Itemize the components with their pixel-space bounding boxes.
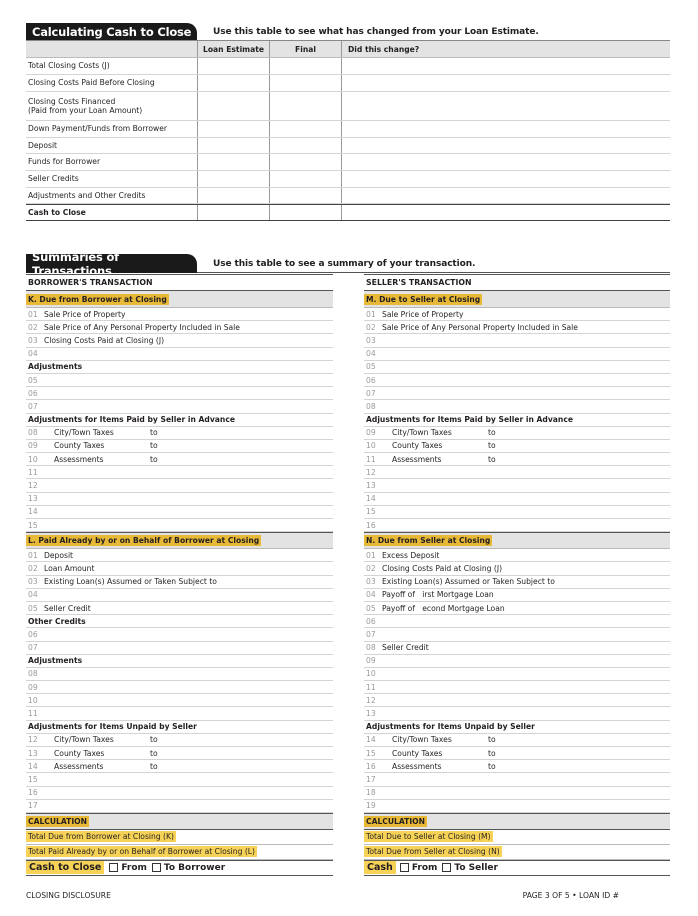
line-item	[364, 589, 670, 602]
line-number: 09	[366, 428, 376, 438]
line-item	[364, 519, 670, 532]
line-label: Deposit	[44, 550, 74, 560]
line-item	[26, 519, 333, 532]
line-label: Seller Credit	[44, 603, 91, 613]
subsection-heading: Adjustments for Items Paid by Seller in Advance	[364, 414, 670, 427]
line-item	[26, 549, 333, 562]
line-number: 10	[366, 669, 376, 679]
line-number: 11	[366, 454, 376, 464]
row-label: Cash to Close	[28, 207, 86, 217]
line-number: 17	[366, 774, 376, 784]
line-item	[26, 493, 333, 506]
table-row	[26, 154, 670, 171]
line-item	[26, 348, 333, 361]
row-label: Closing Costs Paid Before Closing	[28, 78, 155, 88]
borrower-transaction	[26, 274, 333, 876]
line-number: 14	[366, 494, 376, 504]
line-label: Payoff of econd Mortgage Loan	[382, 603, 505, 613]
header-did-this-change: Did this change?	[341, 41, 670, 57]
line-item	[364, 655, 670, 668]
line-item	[26, 589, 333, 602]
line-item	[364, 453, 670, 466]
line-number: 14	[28, 507, 38, 517]
cash-row	[364, 860, 670, 876]
cash-to-close-row	[26, 860, 333, 876]
line-number: 12	[366, 467, 376, 477]
line-item	[364, 615, 670, 628]
line-item	[364, 602, 670, 615]
final-cell[interactable]	[269, 154, 341, 170]
calc-label: Total Paid Already by or on Behalf of Borrower at Closing (L)	[28, 847, 255, 857]
line-number: 05	[366, 603, 376, 613]
calculation-title: CALCULATION	[366, 816, 425, 826]
borrower-heading: BORROWER'S TRANSACTION	[26, 274, 333, 291]
line-item	[26, 321, 333, 334]
line-to-label: to	[150, 441, 158, 451]
section-m-lines	[364, 308, 670, 532]
line-number: 04	[28, 590, 38, 600]
line-item	[26, 400, 333, 413]
summaries-description: Use this table to see a summary of your transaction.	[213, 259, 476, 269]
section-title-summaries: Summaries of Transactions	[26, 254, 197, 273]
line-number: 13	[28, 748, 38, 758]
line-number: 10	[28, 695, 38, 705]
line-to-label: to	[150, 428, 158, 438]
section-n-header	[364, 532, 670, 549]
line-label: City/Town Taxes	[54, 428, 114, 438]
line-item	[364, 387, 670, 400]
line-item	[26, 787, 333, 800]
loan-estimate-cell[interactable]	[197, 58, 269, 74]
cash-to-close-table	[26, 40, 670, 221]
change-cell[interactable]	[341, 92, 670, 120]
line-item	[26, 453, 333, 466]
line-item	[26, 642, 333, 655]
line-item	[364, 787, 670, 800]
row-label: Seller Credits	[28, 174, 79, 184]
line-item	[364, 628, 670, 641]
line-item	[26, 440, 333, 453]
line-number: 04	[28, 349, 38, 359]
line-number: 01	[28, 550, 38, 560]
line-item	[364, 694, 670, 707]
line-number: 08	[366, 401, 376, 411]
table-header-row	[26, 40, 670, 58]
subsection-heading: Adjustments for Items Unpaid by Seller	[364, 721, 670, 734]
line-number: 13	[28, 494, 38, 504]
line-number: 15	[28, 774, 38, 784]
line-item	[26, 773, 333, 786]
line-number: 01	[28, 309, 38, 319]
table-row	[26, 138, 670, 154]
section-n-lines	[364, 549, 670, 813]
line-number: 02	[366, 563, 376, 573]
line-to-label: to	[488, 748, 496, 758]
line-label: Assessments	[392, 761, 442, 771]
line-item	[364, 734, 670, 747]
from-label: From	[121, 862, 147, 873]
line-to-label: to	[150, 735, 158, 745]
loan-estimate-cell[interactable]	[197, 92, 269, 120]
line-number: 16	[28, 788, 38, 798]
section-k-header	[26, 291, 333, 308]
line-item	[364, 562, 670, 575]
line-label: County Taxes	[54, 441, 105, 451]
table-row	[26, 188, 670, 204]
line-item	[364, 681, 670, 694]
line-number: 04	[366, 590, 376, 600]
line-number: 17	[28, 801, 38, 811]
line-item	[26, 694, 333, 707]
line-label: County Taxes	[392, 441, 443, 451]
final-cell[interactable]	[269, 205, 341, 220]
line-number: 15	[366, 748, 376, 758]
line-item	[364, 800, 670, 813]
change-cell[interactable]	[341, 188, 670, 203]
divider	[197, 272, 670, 273]
line-item	[364, 493, 670, 506]
line-number: 13	[366, 709, 376, 719]
final-cell[interactable]	[269, 171, 341, 187]
table-row	[26, 121, 670, 138]
calc-row-total-n	[364, 845, 670, 860]
line-number: 07	[28, 643, 38, 653]
line-to-label: to	[488, 428, 496, 438]
line-number: 05	[28, 603, 38, 613]
line-number: 03	[28, 577, 38, 587]
change-cell[interactable]	[341, 205, 670, 220]
change-cell[interactable]	[341, 58, 670, 74]
row-label	[26, 92, 197, 120]
line-number: 12	[28, 481, 38, 491]
to-seller-checkbox[interactable]	[442, 863, 451, 872]
loan-estimate-cell[interactable]	[197, 171, 269, 187]
table-row	[26, 58, 670, 75]
section-m-header	[364, 291, 670, 308]
line-item	[364, 334, 670, 347]
line-item	[364, 374, 670, 387]
line-item	[364, 466, 670, 479]
cash-to-close-description: Use this table to see what has changed from your Loan Estimate.	[213, 27, 539, 37]
line-label: Payoff of irst Mortgage Loan	[382, 590, 494, 600]
change-cell[interactable]	[341, 121, 670, 137]
line-number: 14	[28, 761, 38, 771]
final-cell[interactable]	[269, 92, 341, 120]
line-label: Assessments	[392, 454, 442, 464]
line-number: 08	[366, 643, 376, 653]
line-number: 15	[28, 520, 38, 530]
line-number: 11	[28, 467, 38, 477]
change-cell[interactable]	[341, 154, 670, 170]
line-number: 14	[366, 735, 376, 745]
line-item	[364, 506, 670, 519]
line-number: 12	[28, 735, 38, 745]
loan-estimate-cell[interactable]	[197, 138, 269, 153]
line-number: 07	[366, 629, 376, 639]
row-label-line2: (Paid from your Loan Amount)	[28, 106, 143, 115]
table-row	[26, 171, 670, 188]
cash-to-close-label: Cash to Close	[26, 861, 104, 874]
line-label: Closing Costs Paid at Closing (J)	[382, 563, 503, 573]
line-number: 06	[366, 616, 376, 626]
line-item	[26, 707, 333, 720]
line-item	[364, 576, 670, 589]
line-number: 07	[28, 401, 38, 411]
line-number: 03	[366, 577, 376, 587]
loan-estimate-cell[interactable]	[197, 154, 269, 170]
line-number: 09	[28, 441, 38, 451]
line-item	[26, 334, 333, 347]
from-checkbox[interactable]	[400, 863, 409, 872]
line-label: Excess Deposit	[382, 550, 440, 560]
line-item	[26, 747, 333, 760]
final-cell[interactable]	[269, 75, 341, 91]
line-number: 06	[28, 388, 38, 398]
table-row	[26, 75, 670, 92]
table-row-total	[26, 204, 670, 221]
line-number: 08	[28, 669, 38, 679]
calc-row-total-l	[26, 845, 333, 860]
line-number: 08	[28, 428, 38, 438]
line-number: 09	[28, 682, 38, 692]
calculation-header	[26, 813, 333, 830]
line-item	[26, 602, 333, 615]
line-number: 11	[28, 709, 38, 719]
cash-label: Cash	[364, 861, 396, 874]
line-item	[26, 427, 333, 440]
section-m-title: M. Due to Seller at Closing	[366, 294, 481, 304]
line-number: 04	[366, 349, 376, 359]
line-item	[364, 308, 670, 321]
subsection-heading: Adjustments	[26, 361, 333, 374]
line-item	[364, 642, 670, 655]
line-number: 16	[366, 761, 376, 771]
line-item	[26, 506, 333, 519]
line-item	[26, 734, 333, 747]
line-item	[364, 400, 670, 413]
line-number: 05	[366, 362, 376, 372]
line-label: City/Town Taxes	[392, 428, 452, 438]
line-label: County Taxes	[54, 748, 105, 758]
line-label: Assessments	[54, 761, 104, 771]
calculation-title: CALCULATION	[28, 816, 87, 826]
line-label: Existing Loan(s) Assumed or Taken Subject to	[44, 577, 217, 587]
section-n-title: N. Due from Seller at Closing	[366, 536, 491, 546]
line-item	[364, 440, 670, 453]
line-number: 09	[366, 656, 376, 666]
line-number: 07	[366, 388, 376, 398]
change-cell[interactable]	[341, 171, 670, 187]
seller-heading: SELLER'S TRANSACTION	[364, 274, 670, 291]
line-number: 03	[366, 335, 376, 345]
line-number: 02	[28, 563, 38, 573]
to-borrower-label: To Borrower	[163, 862, 226, 873]
line-label: Sale Price of Any Personal Property Included in Sale	[44, 322, 240, 332]
line-item	[364, 549, 670, 562]
change-cell[interactable]	[341, 138, 670, 153]
footer-left: CLOSING DISCLOSURE	[26, 891, 111, 900]
loan-estimate-cell[interactable]	[197, 188, 269, 203]
row-label: Funds for Borrower	[28, 157, 101, 167]
line-to-label: to	[488, 454, 496, 464]
from-label: From	[411, 862, 438, 873]
line-item	[26, 668, 333, 681]
line-item	[26, 628, 333, 641]
calc-label: Total Due from Seller at Closing (N)	[366, 847, 500, 857]
line-item	[364, 760, 670, 773]
line-item	[364, 773, 670, 786]
line-number: 05	[28, 375, 38, 385]
subsection-heading: Adjustments	[26, 655, 333, 668]
line-number: 16	[366, 520, 376, 530]
line-to-label: to	[488, 761, 496, 771]
line-number: 15	[366, 507, 376, 517]
line-item	[26, 800, 333, 813]
subsection-heading: Adjustments for Items Unpaid by Seller	[26, 721, 333, 734]
line-label: City/Town Taxes	[392, 735, 452, 745]
line-number: 11	[366, 682, 376, 692]
final-cell[interactable]	[269, 138, 341, 153]
final-cell[interactable]	[269, 58, 341, 74]
line-label: City/Town Taxes	[54, 735, 114, 745]
line-number: 02	[28, 322, 38, 332]
header-final: Final	[269, 41, 341, 57]
line-label: Sale Price of Any Personal Property Included in Sale	[382, 322, 578, 332]
line-to-label: to	[488, 441, 496, 451]
line-item	[364, 747, 670, 760]
line-label: Sale Price of Property	[382, 309, 464, 319]
line-item	[26, 562, 333, 575]
line-label: Loan Amount	[44, 563, 95, 573]
line-item	[364, 427, 670, 440]
line-to-label: to	[150, 454, 158, 464]
seller-transaction	[364, 274, 670, 876]
from-checkbox[interactable]	[109, 863, 118, 872]
line-number: 03	[28, 335, 38, 345]
line-number: 02	[366, 322, 376, 332]
loan-estimate-cell[interactable]	[197, 75, 269, 91]
line-number: 18	[366, 788, 376, 798]
calc-label: Total Due to Seller at Closing (M)	[366, 832, 491, 842]
to-borrower-checkbox[interactable]	[152, 863, 161, 872]
line-item	[26, 760, 333, 773]
calc-row-total-m	[364, 830, 670, 845]
header-loan-estimate: Loan Estimate	[197, 41, 269, 57]
subsection-heading: Adjustments for Items Paid by Seller in Advance	[26, 414, 333, 427]
line-to-label: to	[150, 761, 158, 771]
line-item	[26, 308, 333, 321]
section-k-lines	[26, 308, 333, 532]
final-cell[interactable]	[269, 188, 341, 203]
line-label: Assessments	[54, 454, 104, 464]
line-item	[26, 387, 333, 400]
loan-estimate-cell[interactable]	[197, 121, 269, 137]
line-label: County Taxes	[392, 748, 443, 758]
line-item	[364, 321, 670, 334]
line-item	[26, 466, 333, 479]
line-number: 12	[366, 695, 376, 705]
line-number: 06	[28, 629, 38, 639]
line-to-label: to	[488, 735, 496, 745]
loan-estimate-cell[interactable]	[197, 205, 269, 220]
calculation-header	[364, 813, 670, 830]
line-item	[364, 348, 670, 361]
line-label: Seller Credit	[382, 643, 429, 653]
line-number: 10	[28, 454, 38, 464]
line-item	[364, 707, 670, 720]
footer-page-info: PAGE 3 OF 5 • LOAN ID #	[522, 891, 619, 900]
line-to-label: to	[150, 748, 158, 758]
line-number: 10	[366, 441, 376, 451]
line-item	[364, 479, 670, 492]
calc-row-total-k	[26, 830, 333, 845]
line-item	[26, 479, 333, 492]
line-label: Existing Loan(s) Assumed or Taken Subject to	[382, 577, 555, 587]
line-label: Sale Price of Property	[44, 309, 126, 319]
row-label: Deposit	[28, 140, 58, 150]
line-item	[364, 361, 670, 374]
row-label: Down Payment/Funds from Borrower	[28, 124, 168, 134]
section-k-title: K. Due from Borrower at Closing	[28, 294, 167, 304]
line-item	[26, 374, 333, 387]
row-label: Adjustments and Other Credits	[28, 190, 146, 200]
line-number: 01	[366, 309, 376, 319]
line-number: 13	[366, 481, 376, 491]
table-row	[26, 92, 670, 121]
section-l-header	[26, 532, 333, 549]
line-number: 06	[366, 375, 376, 385]
row-label-line1: Closing Costs Financed	[28, 96, 116, 106]
final-cell[interactable]	[269, 121, 341, 137]
calc-label: Total Due from Borrower at Closing (K)	[28, 832, 174, 842]
section-l-title: L. Paid Already by or on Behalf of Borrower at Closing	[28, 536, 260, 546]
subsection-heading: Other Credits	[26, 615, 333, 628]
to-seller-label: To Seller	[454, 862, 498, 873]
line-item	[26, 681, 333, 694]
section-title-cash-to-close: Calculating Cash to Close	[26, 23, 197, 41]
line-item	[26, 576, 333, 589]
line-item	[364, 668, 670, 681]
line-label: Closing Costs Paid at Closing (J)	[44, 335, 165, 345]
row-label: Total Closing Costs (J)	[28, 61, 110, 71]
section-l-lines	[26, 549, 333, 813]
change-cell[interactable]	[341, 75, 670, 91]
line-number: 01	[366, 550, 376, 560]
line-number: 19	[366, 801, 376, 811]
